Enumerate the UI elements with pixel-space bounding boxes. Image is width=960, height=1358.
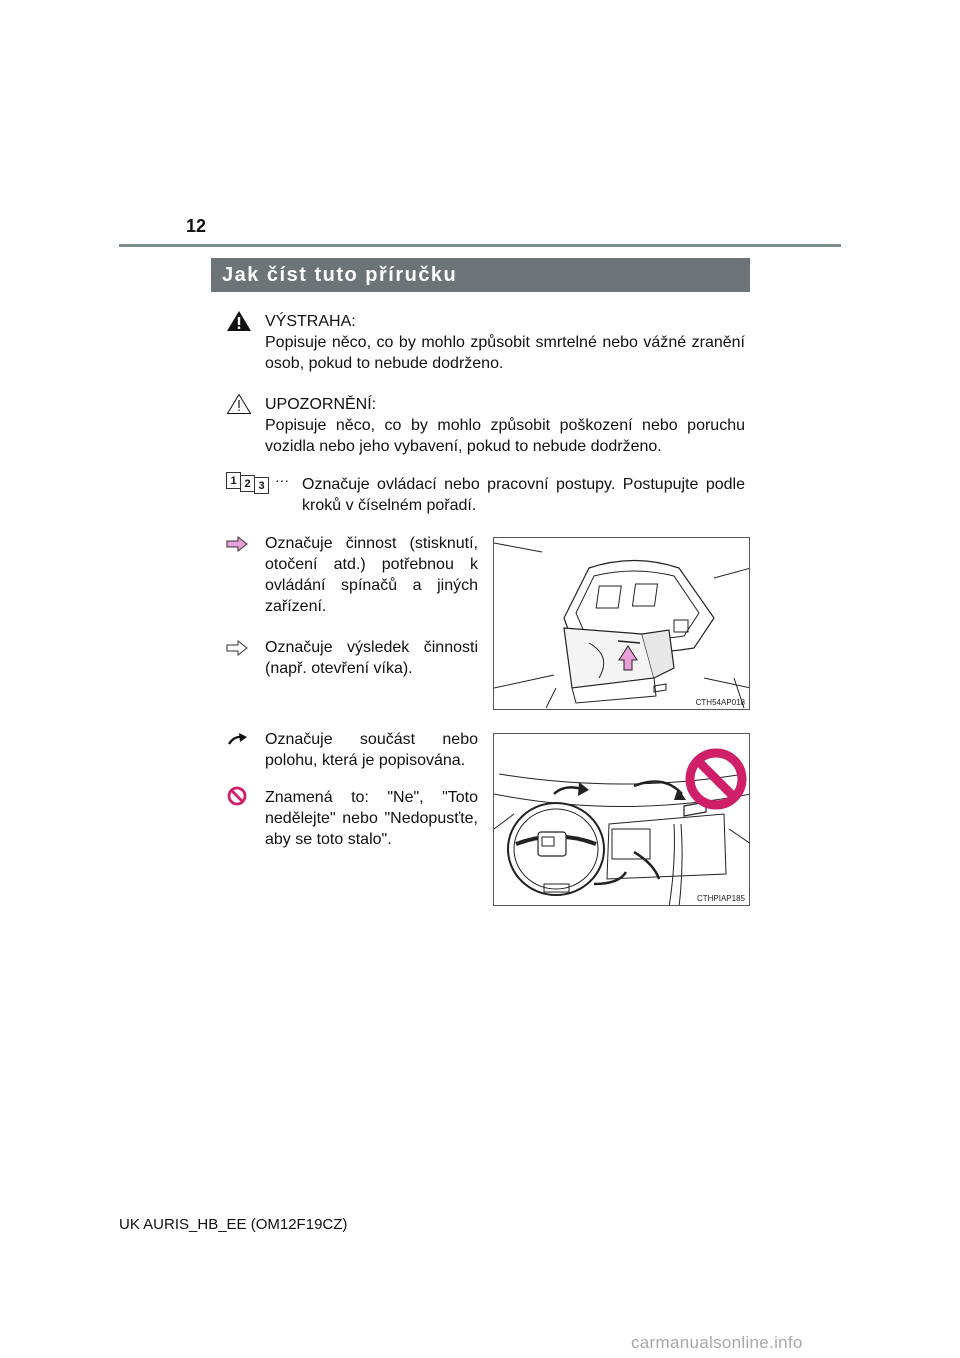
notice-body: Popisuje něco, co by mohlo způsobit poškození nebo poruchu vozidla nebo jeho vybavení, pokud to nebude dodrženo.: [265, 417, 745, 455]
prohibited-body: Znamená to: "Ne", "Toto nedělejte" nebo "Nedopusťte, aby se toto stalo".: [265, 789, 478, 848]
steps-body: Označuje ovládací nebo pracovní postupy. Postupujte podle kroků v číselném pořadí.: [302, 476, 745, 514]
result-body: Označuje výsledek činnosti (např. otevření víka).: [265, 639, 478, 677]
component-body: Označuje součást nebo polohu, která je popisována.: [265, 731, 478, 769]
figure-code: CTH54AP018: [695, 698, 745, 707]
footer-model-code: UK AURIS_HB_EE (OM12F19CZ): [119, 1216, 348, 1233]
notice-block: [265, 394, 745, 457]
figure-code: CTHPIAP185: [696, 894, 745, 903]
dashboard-figure: [493, 733, 750, 906]
section-title: Jak číst tuto příručku: [211, 258, 750, 292]
top-rule: [119, 244, 841, 247]
warning-block: [265, 311, 745, 374]
action-arrow-icon: [226, 536, 248, 552]
steps-ellipsis: ···: [275, 472, 289, 488]
warning-triangle-filled-icon: [226, 310, 252, 332]
dashboard-drawing: [494, 734, 750, 906]
overhead-console-figure: [493, 537, 750, 710]
action-body: Označuje činnost (stisknutí, otočení atd.) potřebnou k ovládání spínačů a jiných zařízení.: [265, 535, 478, 615]
warning-triangle-outline-icon: [226, 393, 252, 415]
step-label: 1: [226, 472, 241, 489]
warning-heading: VÝSTRAHA:: [265, 313, 356, 330]
curved-pointer-icon: [228, 732, 248, 746]
overhead-console-drawing: [494, 538, 750, 710]
warning-body: Popisuje něco, co by mohlo způsobit smrtelné nebo vážné zranění osob, pokud to nebude dodrženo.: [265, 334, 745, 372]
step-label: 3: [254, 477, 269, 494]
notice-heading: UPOZORNĚNÍ:: [265, 396, 377, 413]
numbered-steps-icon: [226, 472, 296, 496]
page-number: 12: [186, 216, 207, 236]
step-label: 2: [240, 475, 255, 492]
prohibited-icon: [227, 786, 247, 806]
watermark: carmanualsonline.info: [631, 1333, 803, 1352]
result-arrow-icon: [226, 640, 248, 656]
